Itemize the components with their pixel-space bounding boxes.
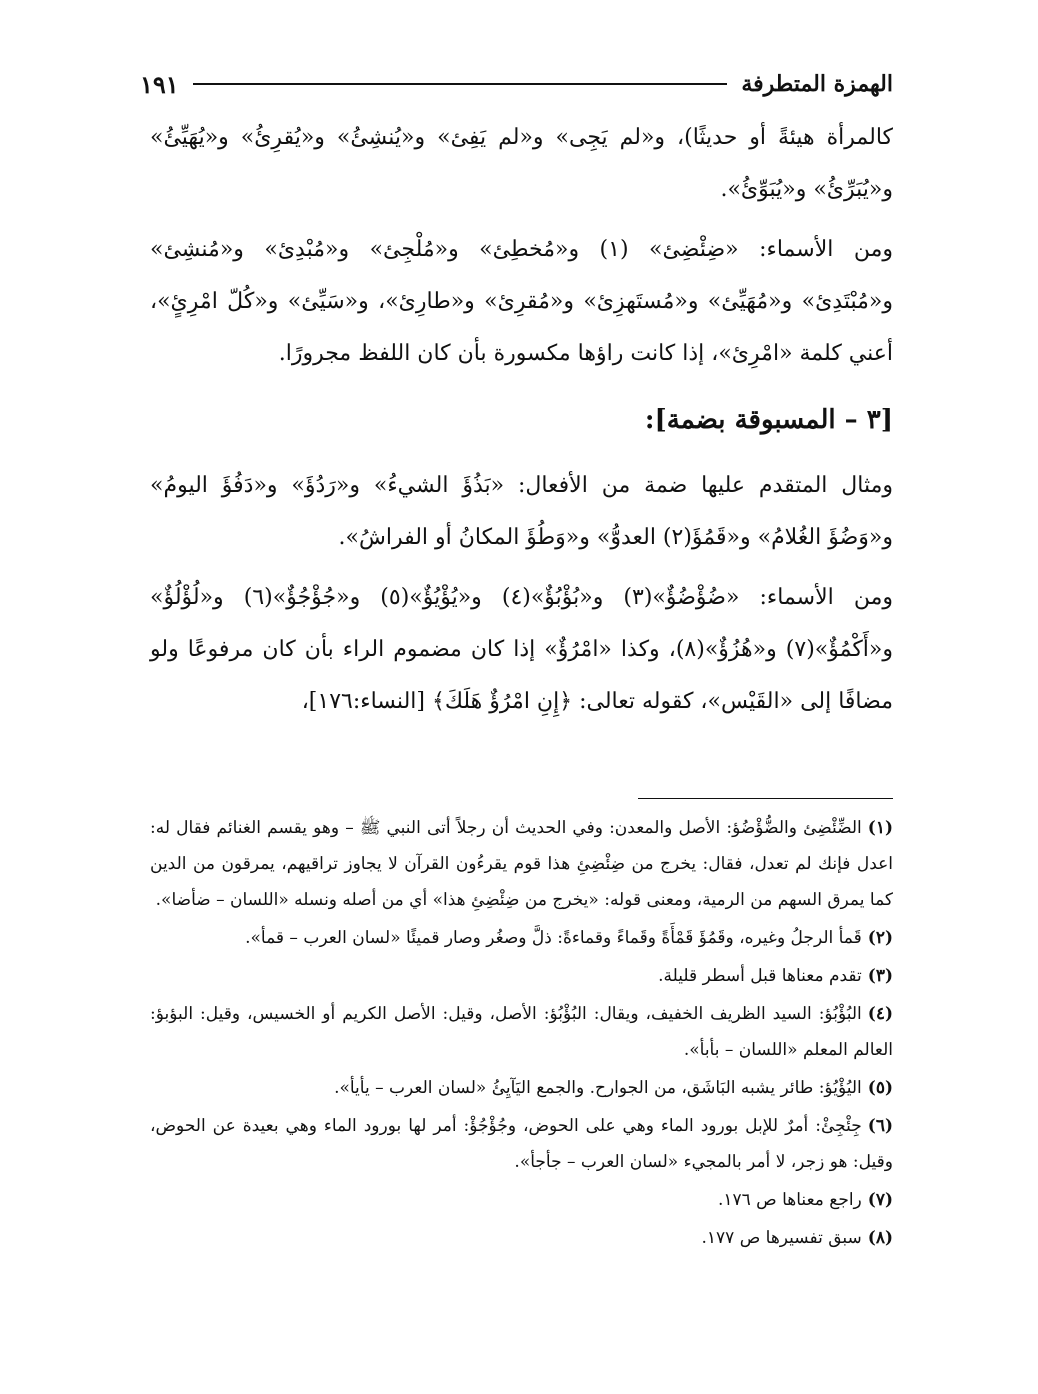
footnote-number: (٢)	[867, 928, 893, 948]
paragraph: كالمرأة هيئةً أو حديثًا)، و«لم يَجِى» و«لم يَفِئ» و«يُنشِئُ» و«يُقرِئُ» و«يُهَيِّئُ» و«يُبَرِّئُ» و«يُبَوِّئُ».	[150, 125, 893, 202]
main-text	[150, 112, 893, 736]
footnotes	[150, 810, 893, 1258]
footnote	[150, 996, 893, 1068]
footnote	[150, 1182, 893, 1218]
paragraph: ومثال المتقدم عليها ضمة من الأفعال: «بَذُؤَ الشيءُ» و«رَدُؤَ» و«دَفُؤَ اليومُ» و«وَضُؤَ الغُلامُ» و«قَمُؤَ(٢) العدوُّ» و«وَطُؤَ المكانُ أو الفراشُ».	[150, 473, 893, 550]
footnote-number: (٥)	[867, 1078, 893, 1098]
footnote-number: (٦)	[867, 1116, 893, 1136]
footnote-text: جِئْجِئْ: أمرٌ للإبل بورود الماء وهي على الحوض، وجُؤْجُؤْ: أمر لها بورود الماء وهي بعيدة عن الحوض، وقيل: هو زجر، لا أمر بالمجيء «لسان العرب – جأجأ».	[150, 1116, 893, 1172]
footnote	[150, 1070, 893, 1106]
footnote-separator	[638, 798, 893, 799]
footnote	[150, 958, 893, 994]
footnote	[150, 1108, 893, 1180]
footnote-text: راجع معناها ص ١٧٦.	[717, 1190, 862, 1210]
footnote	[150, 810, 893, 918]
footnote-text: قَمأ الرجلُ وغيره، وقَمُؤَ قَمْأَةً وقَماءً وقماءةً: ذلَّ وصغُر وصار قميئًا «لسان العرب – قمأ».	[245, 928, 862, 948]
footnote	[150, 920, 893, 956]
running-header	[140, 62, 893, 106]
footnote-text: الضِّئْضِئ والضُّؤْضُؤ: الأصل والمعدن: وفي الحديث أن رجلاً أتى النبي ﷺ – وهو يقسم الغنائم فقال له: اعدل فإنك لم تعدل، فقال: يخرج من ضِئْضِئِ هذا قوم يقرءُون القرآن لا يجاوز تراقيهم، يمرقون من الدين كما يمرق السهم من الرمية، ومعنى قوله: «يخرج من ضِئْضِئِ هذا» أي من أصله ونسله «اللسان – ضأضا».	[150, 818, 893, 910]
header-rule	[193, 83, 728, 85]
paragraph: ومن الأسماء: «ضُؤْضُؤٌ»(٣) و«بُؤْبُؤٌ»(٤) و«يُؤْيُؤٌ»(٥) و«جُؤْجُؤٌ»(٦) و«لُؤْلُؤٌ» و«أَكْمُؤٌ»(٧) و«هُزُؤٌ»(٨)، وكذا «امْرُؤٌ» إذا كان مضموم الراء بأن كان مرفوعًا ولو مضافًا إلى «القَيْس»، كقوله تعالى: ﴿إِنِ امْرُؤٌ هَلَكَ﴾ [النساء:١٧٦]،	[150, 585, 893, 714]
page-number: ١٩١	[140, 69, 179, 99]
footnote-text: سبق تفسيرها ص ١٧٧.	[701, 1228, 862, 1248]
footnote	[150, 1220, 893, 1256]
footnote-number: (٤)	[867, 1004, 893, 1024]
chapter-title: الهمزة المتطرفة	[741, 71, 893, 97]
paragraph: ومن الأسماء: «ضِئْضِئ» (١) و«مُخطِئ» و«مُلْجِئ» و«مُبْدِئ» و«مُنشِئ» و«مُبْتَدِئ» و«مُهَيِّئ» و«مُستَهزِئ» و«مُقرِئ» و«طارِئ»، و«سَيِّئ» و«كُلّ امْرِئٍ»، أعني كلمة «امْرِئ»، إذا كانت راؤها مكسورة بأن كان اللفظ مجرورًا.	[150, 237, 893, 366]
footnote-number: (٨)	[867, 1228, 893, 1248]
footnote-text: البُؤْبُؤ: السيد الظريف الخفيف، ويقال: البُؤْبُؤ: الأصل، وقيل: الأصل الكريم أو الخسيس، وقيل: البؤبؤ: العالم المعلم «اللسان – بأبأ».	[150, 1004, 893, 1060]
footnote-number: (٣)	[867, 966, 893, 986]
section-heading: [٣ – المسبوقة بضمة]:	[644, 405, 893, 435]
footnote-number: (٧)	[867, 1190, 893, 1210]
footnote-text: تقدم معناها قبل أسطر قليلة.	[658, 966, 862, 986]
footnote-number: (١)	[867, 818, 893, 838]
footnote-text: اليُؤْيُؤ: طائر يشبه البَاشَق، من الجوارح. والجمع اليَآيِئُ «لسان العرب – يأيأ».	[334, 1078, 862, 1098]
